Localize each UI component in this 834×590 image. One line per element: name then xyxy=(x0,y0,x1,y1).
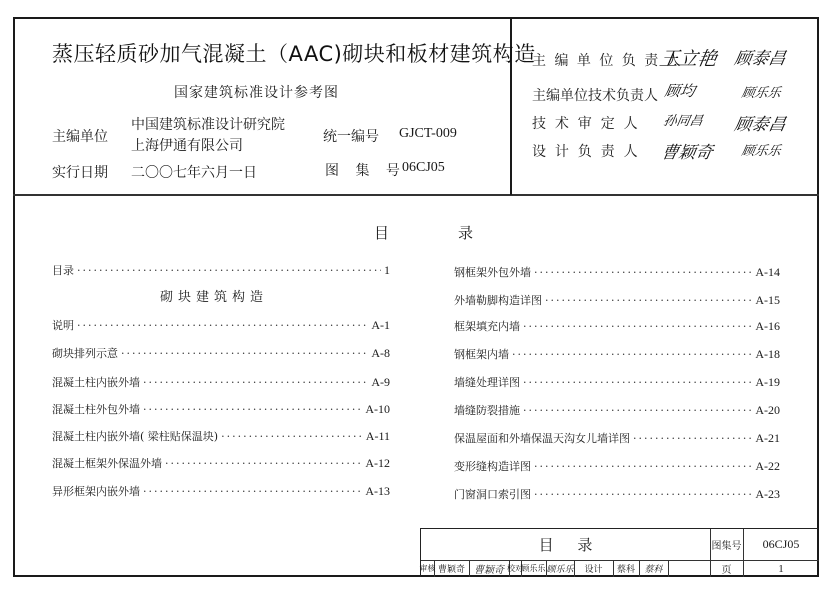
atlas-no-label: 图 集 号 xyxy=(325,163,406,179)
review-name: 曹颖奇 xyxy=(437,565,465,575)
toc-item-page: A-22 xyxy=(755,459,780,473)
toc-leader-dots xyxy=(545,294,752,307)
toc-item-title: 门窗洞口索引图 xyxy=(454,488,531,501)
toc-item[interactable] xyxy=(454,318,780,334)
toc-item-title: 外墙勒脚构造详图 xyxy=(454,294,542,307)
toc-item-title: 保温屋面和外墙保温天沟女儿墙详图 xyxy=(454,432,630,445)
editor-unit-2: 上海伊通有限公司 xyxy=(131,138,243,154)
toc-item-title: 混凝土柱内嵌外墙( 梁柱贴保温块) xyxy=(52,430,219,443)
toc-item-page: A-9 xyxy=(371,375,390,389)
toc-item-page: A-14 xyxy=(755,265,780,279)
toc-leader-dots xyxy=(143,403,362,416)
toc-heading-left: 目 xyxy=(374,224,390,242)
toc-item[interactable] xyxy=(52,455,390,471)
toc-item-title: 异形框架内嵌外墙 xyxy=(52,485,140,498)
design-label: 设计 xyxy=(584,565,603,575)
toc-item-title: 钢框架外包外墙 xyxy=(454,266,531,279)
title-block-col-divider xyxy=(668,560,669,577)
toc-leader-dots xyxy=(165,457,362,470)
check-name: 顾乐乐 xyxy=(521,564,546,573)
toc-item-page: A-15 xyxy=(755,293,780,307)
document-subtitle: 国家建筑标准设计参考图 xyxy=(174,85,339,101)
approval-label: 主 编 单 位 负 责 人 xyxy=(532,53,683,69)
toc-item-contents[interactable] xyxy=(52,262,390,278)
atlas-label: 图集号 xyxy=(711,541,742,552)
title-block xyxy=(420,528,819,577)
toc-item-page: A-16 xyxy=(755,319,780,333)
toc-item-title: 混凝土框架外保温外墙 xyxy=(52,457,162,470)
toc-item[interactable] xyxy=(454,346,780,362)
date-label: 实行日期 xyxy=(52,165,108,181)
toc-item-title: 目录 xyxy=(52,264,74,277)
toc-item-page: A-10 xyxy=(365,402,390,416)
toc-item[interactable] xyxy=(52,428,390,444)
toc-item-page: A-11 xyxy=(365,429,390,443)
atlas-no-value: 06CJ05 xyxy=(402,160,445,175)
toc-leader-dots xyxy=(523,320,752,333)
toc-leader-dots xyxy=(143,485,362,498)
toc-item-title: 说明 xyxy=(52,319,74,332)
approval-label: 设 计 负 责 人 xyxy=(532,144,638,160)
toc-leader-dots xyxy=(534,460,752,473)
toc-item-title: 框架填充内墙 xyxy=(454,320,520,333)
toc-item-page: A-21 xyxy=(755,431,780,445)
toc-item[interactable] xyxy=(454,292,780,308)
toc-item[interactable] xyxy=(454,374,780,390)
toc-item-title: 混凝土柱外包外墙 xyxy=(52,403,140,416)
approval-label: 主编单位技术负责人 xyxy=(532,88,658,104)
toc-item[interactable] xyxy=(454,402,780,418)
toc-item-title: 变形缝构造详图 xyxy=(454,460,531,473)
toc-item-page: A-19 xyxy=(755,375,780,389)
toc-item-title: 墙缝处理详图 xyxy=(454,376,520,389)
toc-item[interactable] xyxy=(52,345,390,361)
toc-item[interactable] xyxy=(52,483,390,499)
toc-leader-dots xyxy=(633,432,752,445)
toc-leader-dots xyxy=(523,376,752,389)
toc-item[interactable] xyxy=(52,374,390,390)
toc-leader-dots xyxy=(77,264,381,277)
toc-item[interactable] xyxy=(454,430,780,446)
signature: 顾均 xyxy=(663,82,697,100)
check-label: 校对 xyxy=(507,564,523,573)
signature: 曹颖奇 xyxy=(659,143,715,163)
toc-item[interactable] xyxy=(454,264,780,280)
signature: 顾泰昌 xyxy=(732,49,788,69)
toc-leader-dots xyxy=(77,319,368,332)
design-signature: 蔡科 xyxy=(644,565,663,575)
toc-item-page: A-20 xyxy=(755,403,780,417)
signature: 孙同昌 xyxy=(662,114,704,129)
toc-item[interactable] xyxy=(52,317,390,333)
toc-item[interactable] xyxy=(454,458,780,474)
date-value: 二〇〇七年六月一日 xyxy=(131,165,257,181)
document-title: 蒸压轻质砂加气混凝土（AAC)砌块和板材建筑构造 xyxy=(52,42,536,66)
approval-label: 技 术 审 定 人 xyxy=(532,116,638,132)
toc-item[interactable] xyxy=(52,401,390,417)
toc-item-title: 砌块排列示意 xyxy=(52,347,118,360)
toc-item[interactable] xyxy=(454,486,780,502)
editor-unit-1: 中国建筑标准设计研究院 xyxy=(131,117,285,133)
signature: 顾泰昌 xyxy=(732,115,788,135)
unified-no-value: GJCT-009 xyxy=(399,126,457,141)
check-signature: 顾乐乐 xyxy=(546,565,574,575)
design-name: 蔡科 xyxy=(616,565,635,575)
toc-item-title: 钢框架内墙 xyxy=(454,348,509,361)
toc-heading-right: 录 xyxy=(458,224,474,242)
unified-no-label: 统一编号 xyxy=(323,129,379,145)
page-value: 1 xyxy=(778,562,784,575)
toc-leader-dots xyxy=(221,430,363,443)
toc-item-page: A-8 xyxy=(371,346,390,360)
editor-label: 主编单位 xyxy=(52,129,108,145)
toc-item-page: A-13 xyxy=(365,484,390,498)
toc-leader-dots xyxy=(143,376,368,389)
toc-item-page: A-23 xyxy=(755,487,780,501)
signature: 顾乐乐 xyxy=(740,144,782,159)
review-label: 审核 xyxy=(419,564,436,573)
toc-item-page: 1 xyxy=(384,263,390,277)
toc-leader-dots xyxy=(534,488,752,501)
design-label-and-name xyxy=(574,560,613,577)
toc-leader-dots xyxy=(121,347,368,360)
atlas-value: 06CJ05 xyxy=(762,537,800,551)
signature: 王立艳 xyxy=(657,48,719,70)
toc-leader-dots xyxy=(523,404,752,417)
drawing-title: 目 录 xyxy=(538,536,593,554)
section-title-block-construction: 砌块建筑构造 xyxy=(160,290,269,305)
signature: 顾乐乐 xyxy=(740,86,782,101)
toc-item-title: 墙缝防裂措施 xyxy=(454,404,520,417)
toc-leader-dots xyxy=(534,266,752,279)
toc-item-page: A-1 xyxy=(371,318,390,332)
page-label: 页 xyxy=(721,565,732,576)
toc-leader-dots xyxy=(512,348,752,361)
toc-item-page: A-12 xyxy=(365,456,390,470)
review-signature: 曹颖奇 xyxy=(474,565,504,576)
header-divider xyxy=(13,194,819,196)
toc-item-title: 混凝土柱内嵌外墙 xyxy=(52,376,140,389)
toc-item-page: A-18 xyxy=(755,347,780,361)
